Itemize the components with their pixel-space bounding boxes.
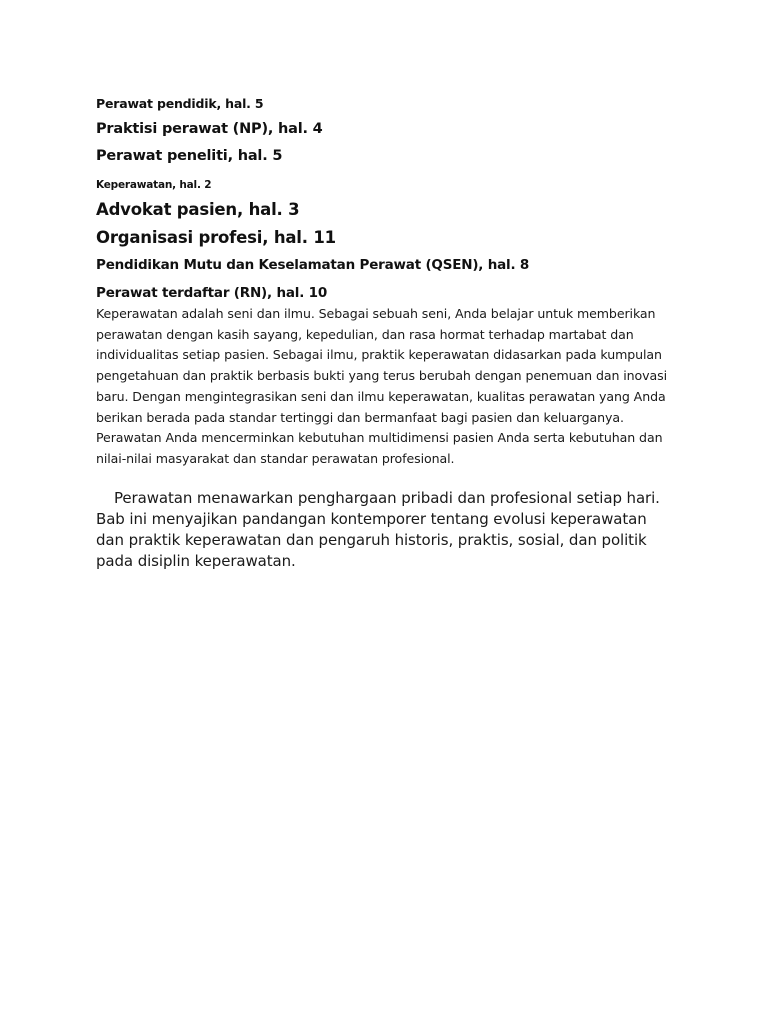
body-paragraph: Perawatan menawarkan penghargaan pribadi dan profesional setiap hari. Bab ini menyajikan pandangan kontemporer tentang evolusi keperawatan dan praktik keperawatan dan pengaruh historis, praktis, sosial, dan politik pada disiplin keperawatan. [96,489,660,570]
key-term-qsen: Pendidikan Mutu dan Keselamatan Perawat (QSEN), hal. 8 [96,257,530,273]
key-term-professional-organization: Organisasi profesi, hal. 11 [96,228,336,247]
intro-paragraph: Keperawatan adalah seni dan ilmu. Sebagai sebuah seni, Anda belajar untuk memberikan perawatan dengan kasih sayang, kepedulian, dan rasa hormat terhadap martabat dan individualitas setiap pasien. Sebagai ilmu, praktik keperawatan didasarkan pada kumpulan pengetahuan dan praktik berbasis bukti yang terus berubah dengan penemuan dan inovasi baru. Dengan mengintegrasikan seni dan ilmu keperawatan, kualitas perawatan yang Anda berikan berada pada standar tertinggi dan bermanfaat bagi pasien dan keluarganya. Perawatan Anda mencerminkan kebutuhan multidimensi pasien Anda serta kebutuhan dan nilai-nilai masyarakat dan standar perawatan profesional. [96,306,667,466]
key-term-registered-nurse: Perawat terdaftar (RN), hal. 10 [96,285,328,301]
key-term-patient-advocate: Advokat pasien, hal. 3 [96,200,300,219]
key-term-nurse-researcher: Perawat peneliti, hal. 5 [96,148,283,164]
key-term-nurse-educator: Perawat pendidik, hal. 5 [96,96,264,111]
key-term-nursing: Keperawatan, hal. 2 [96,179,212,191]
key-term-nurse-practitioner: Praktisi perawat (NP), hal. 4 [96,121,323,137]
